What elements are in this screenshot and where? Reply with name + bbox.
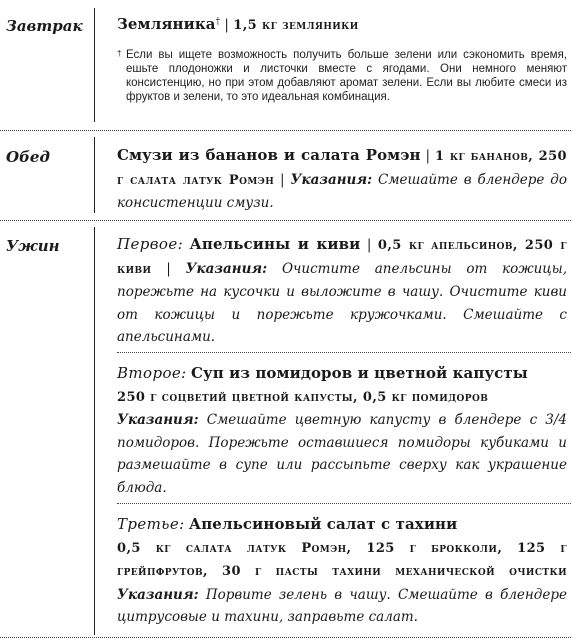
breakfast-heading [117, 13, 567, 38]
second-course-instructions-label: Указания: [117, 412, 199, 428]
lunch-recipe [117, 144, 567, 215]
first-course-instructions-label: Указания: [185, 260, 268, 277]
section-divider [0, 130, 571, 131]
third-course-label: Третье: [117, 515, 185, 533]
breakfast-footnote [117, 48, 567, 104]
third-course-instructions: Порвите зелень в чашу. Смешайте в блендере цитрусовые и тахини, заправьте салат. [117, 586, 567, 625]
lunch-divider [94, 137, 95, 213]
footnote-text: Если вы ищете возможность получить больше зелени или сэкономить время, ешьте плодоножки и листочки вместе с ягодами. Они немного меняют консистенцию, но при этом добавляют аромат зелени. Если вы любите смеси из фруктов и зелени, то это идеальная комбинация. [126, 49, 567, 103]
breakfast-label: Завтрак [6, 17, 83, 35]
footnote-mark: † [117, 49, 122, 58]
first-course-label: Первое: [117, 235, 184, 253]
breakfast-title: Земляника [117, 15, 216, 33]
dinner-label: Ужин [6, 237, 60, 255]
first-course-title: Апельсины и киви [189, 235, 361, 253]
section-divider [0, 220, 571, 221]
lunch-label: Обед [6, 148, 50, 166]
dinner-divider [94, 227, 95, 635]
third-course-quantity: 0,5 кг салата латук Ромэн, 125 г брокколи, 125 г грейпфрутов, 30 г пасты тахини механической очистки [117, 540, 567, 579]
separator: | [280, 171, 285, 188]
breakfast-quantity: 1,5 кг земляники [233, 18, 359, 33]
separator: | [425, 148, 431, 164]
dinner-second-course [117, 362, 567, 499]
first-course-instructions: Очистите апельсины от кожицы, порежьте на кусочки и выложите в чашу. Очистите киви от кожицы и порежьте кружочками. Смешайте с апельсинами. [117, 260, 568, 345]
lunch-title: Смузи из бананов и салата Ромэн [117, 146, 421, 164]
dagger-mark: † [215, 17, 221, 27]
section-divider [0, 637, 571, 638]
second-course-title: Суп из помидоров и цветной капусты [190, 364, 528, 382]
separator: | [366, 237, 372, 253]
second-course-instructions: Смешайте цветную капусту в блендере с 3/4 помидоров. Порежьте оставшиеся помидоры кубиками и размешайте в супе или рассыпьте сверху как украшение блюда. [117, 412, 568, 496]
lunch-quantity: 1 кг бананов, 250 г салата латук Ромэн [117, 149, 567, 188]
third-course-instructions-label: Указания: [117, 586, 199, 603]
course-divider [117, 503, 571, 504]
second-course-quantity: 250 г соцветий цветной капусты, 0,5 кг помидоров [117, 389, 489, 405]
separator: | [166, 260, 171, 277]
dinner-third-course [117, 513, 567, 629]
separator: | [224, 17, 229, 33]
course-divider [117, 352, 571, 353]
dinner-first-course [117, 233, 567, 349]
breakfast-divider [94, 8, 95, 122]
second-course-label: Второе: [117, 364, 187, 382]
first-course-quantity: 0,5 кг апельсинов, 250 г киви [117, 238, 567, 277]
lunch-instructions-label: Указания: [290, 171, 373, 188]
lunch-instructions: Смешайте в блендере до консистенции смузи. [117, 171, 567, 211]
third-course-title: Апельсиновый салат с тахини [188, 515, 458, 533]
